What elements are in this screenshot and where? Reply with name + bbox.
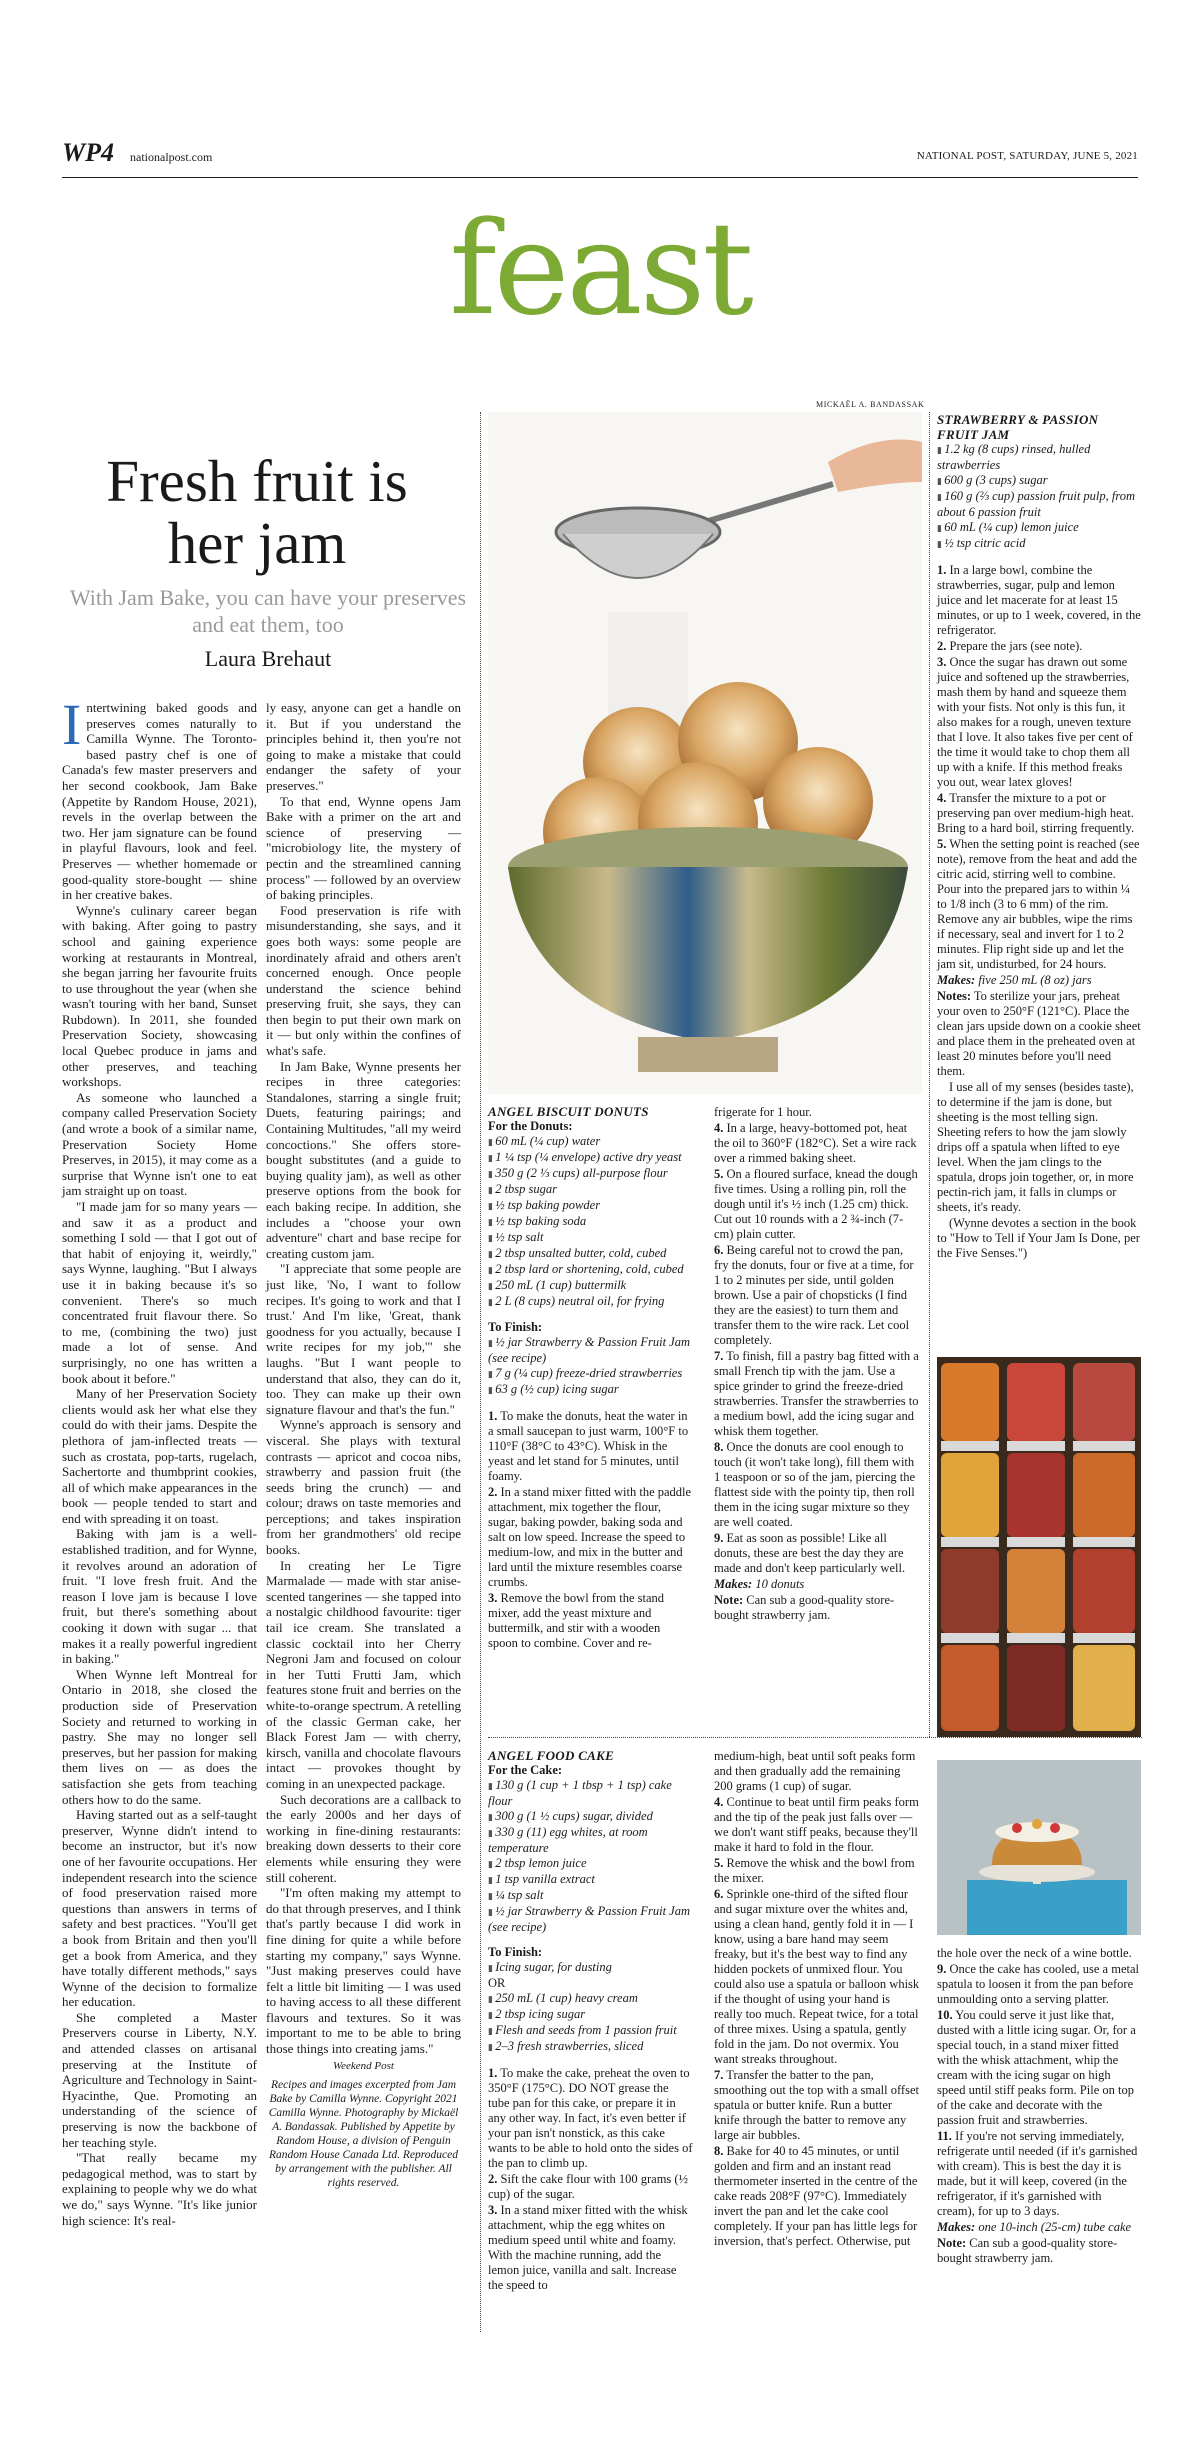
- section-title: feast: [449, 195, 751, 344]
- recipe-step: 11. If you're not serving immediately, refrigerate until needed (if it's garnished with cream). This is best the day it is made, but it will keep, covered (in the refrigerator, if it's garnished with cream), for up to 3 days.: [937, 2129, 1138, 2218]
- recipe-step: 6. Being careful not to crowd the pan, fry the donuts, four or five at a time, for 1 to 2 minutes per side, until golden brown. Use a pair of chopsticks (I find they are the easiest) to turn them and transfer them to the wire rack. Let cool completely.: [714, 1243, 914, 1347]
- recipe-step: 1. In a large bowl, combine the strawberries, sugar, pulp and lemon juice and let macerate for at least 15 minutes, or up to 1 week, covered, in the refrigerator.: [937, 563, 1141, 637]
- recipe-step: 4. Transfer the mixture to a pot or preserving pan over medium-high heat. Bring to a hard boil, stirring frequently.: [937, 791, 1135, 835]
- donut-recipe-col-2: [714, 1104, 920, 1623]
- donut-recipe-title: ANGEL BISCUIT DONUTS: [488, 1104, 649, 1119]
- ingredient-item: ▮ Flesh and seeds from 1 passion fruit: [488, 2023, 693, 2039]
- ingredient-subhead: For the Cake:: [488, 1763, 563, 1777]
- article-paragraph: Many of her Preservation Society clients would ask her what else they could do with their jams. Despite the plethora of jam-inflected treats — such as crostata, pop-tarts, rugelach, Sachertorte and thumbprint cookies, all of which make appearances in the book — people tended to start and end with spreading it on toast.: [62, 1386, 257, 1526]
- ingredient-item: ▮ ¼ tsp salt: [488, 1888, 693, 1904]
- recipe-step: 9. Once the cake has cooled, use a metal spatula to loosen it from the pan before unmoulding onto a serving platter.: [937, 1962, 1139, 2006]
- ingredient-item: ▮ 300 g (1 ½ cups) sugar, divided: [488, 1809, 693, 1825]
- article-paragraph: Baking with jam is a well-established tradition, and for Wynne, it revolves around an adoration of fruit. "I love fresh fruit. And the reason I love jam is because I love fruit, but there's something about cooking it down with sugar ... that makes it a really powerful ingredient in baking.": [62, 1526, 257, 1667]
- page-folio: WP4: [62, 138, 114, 167]
- ingredient-item: ▮ 160 g (⅔ cup) passion fruit pulp, from about 6 passion fruit: [937, 489, 1142, 520]
- cake-recipe-col-3: [937, 1945, 1142, 2266]
- ingredient-item: ▮ 2 tbsp unsalted butter, cold, cubed: [488, 1246, 693, 1262]
- article-paragraph: "I appreciate that some people are just like, 'No, I want to follow recipes. It's going to work and that I trust.' And I'm like, 'Great, thank goodness for you actually, because I write recipes for my job,'" she laughs. "But I want people to understand that also, they can do it, too. They can make up their own signature flavour and that's the fun.": [266, 1261, 461, 1417]
- ingredient-item: ▮ 2 tbsp lemon juice: [488, 1856, 693, 1872]
- recipe-step: 8. Bake for 40 to 45 minutes, or until golden and firm and an instant read thermometer inserted in the centre of the cake reads 208°F (97°C). Immediately invert the pan and let the cake cool completely. If your pan has little legs for inversion, that's perfect. Otherwise, put: [714, 2144, 918, 2248]
- article-paragraph: She completed a Master Preservers course in Liberty, N.Y. and attended classes on artisanal preserving at the Institute of Agriculture and Technology in Saint-Hyacinthe, Que. Promoting an understanding of the science of preserving is now the backbone of her teaching style.: [62, 2009, 257, 2150]
- donut-recipe-col-1: [488, 1104, 693, 1651]
- article-paragraph: Wynne's approach is sensory and visceral. She plays with textural contrasts — apricot and cocoa nibs, strawberry and passion fruit (the seeds bring the crunch) — and colour; draws on taste memories and perceptions; and takes inspiration from her grandmothers' old recipe books.: [266, 1417, 461, 1558]
- recipe-step: 8. Once the donuts are cool enough to touch (it won't take long), fill them with 1 teaspoon or so of the jam, piercing the flattest side with the pointy tip, then roll them in the icing sugar mixture so they are well coated.: [714, 1440, 915, 1529]
- recipe-step: 9. Eat as soon as possible! Like all donuts, these are best the day they are made and don't keep particularly well.: [714, 1531, 906, 1575]
- article-column-2: [266, 700, 461, 2190]
- article-paragraph: As someone who launched a company called Preservation Society (and wrote a book of a similar name, Preservation Society Home Preserves, in 2015), it may come as a surprise that Wynne isn't one to eat jam straight up on toast.: [62, 1089, 257, 1199]
- recipe-note: Note: Can sub a good-quality store-bought strawberry jam.: [937, 2236, 1118, 2265]
- article-paragraph: Wynne's culinary career began with baking. After going to pastry school and gaining experience working at restaurants in Montreal, she began jarring her favourite fruits to use throughout the year (when she wasn't touring with her band, Sunset Rubdown). In 2011, she founded Preservation Society, showcasing local Quebec produce in jams and other preserves, and teaching workshops.: [62, 902, 257, 1090]
- recipe-step: 5. When the setting point is reached (see note), remove from the heat and add the citric acid, stirring well to combine. Pour into the prepared jars to within ¼ to 1/8 inch (3 to 6 mm) of the rim. Remove any air bubbles, wipe the rims if necessary, seal and invert for 1 to 2 minutes. Flip right side up and let the jam sit, undisturbed, for 24 hours.: [937, 837, 1140, 971]
- recipe-step: 4. In a large, heavy-bottomed pot, heat the oil to 360°F (182°C). Set a wire rack over a rimmed baking sheet.: [714, 1121, 917, 1165]
- ingredient-item: ▮ 2 tbsp sugar: [488, 1182, 693, 1198]
- article-byline: Laura Brehaut: [204, 646, 332, 671]
- dropcap: I: [62, 692, 82, 757]
- recipe-step: 10. You could serve it just like that, dusted with a little icing sugar. Or, for a special touch, in a stand mixer fitted with the whisk attachment, whip the cream with the icing sugar on high speed until stiff peaks form. Pile on top of the cake and decorate with the passion fruit and strawberries.: [937, 2008, 1136, 2127]
- ingredient-item: ▮ ½ tsp baking soda: [488, 1214, 693, 1230]
- article-deck: With Jam Bake, you can have your preserves and eat them, too: [69, 585, 467, 637]
- article-paragraph: Having started out as a self-taught preserver, Wynne didn't intend to become an instructor, but it's now one of her favourite occupations. Her independent research into the science of food preservation raised more questions than answers in terms of safety and best practices. "You'll get a book from Britain and then you'll get a book from America, and they have totally different methods," says Wynne of the decision to formalize her education.: [62, 1807, 257, 2010]
- recipe-note: (Wynne devotes a section in the book to "How to Tell if Your Jam Is Done, per the Five Senses."): [937, 1216, 1140, 1260]
- ingredient-subhead: To Finish:: [488, 1945, 543, 1959]
- recipe-step: 2. Prepare the jars (see note).: [937, 639, 1083, 653]
- section-divider: [488, 1737, 1142, 1738]
- ingredient-item: ▮ 330 g (11) egg whites, at room temperature: [488, 1825, 693, 1856]
- ingredient-item: ▮ Icing sugar, for dusting: [488, 1960, 693, 1976]
- recipe-step: 2. In a stand mixer fitted with the paddle attachment, mix together the flour, sugar, baking powder, baking soda and salt on low speed. Increase the speed to medium-low, and mix in the butter and lard until the mixture resembles coarse crumbs.: [488, 1485, 692, 1589]
- ingredient-item: ▮ 250 mL (1 cup) heavy cream: [488, 1991, 693, 2007]
- ingredient-item: ▮ ½ tsp salt: [488, 1230, 693, 1246]
- ingredient-subhead: For the Donuts:: [488, 1119, 573, 1133]
- ingredient-item: ▮ 1 ¼ tsp (¼ envelope) active dry yeast: [488, 1150, 693, 1166]
- cake-illustration: [937, 1760, 1141, 1935]
- donut-bowl-illustration: [488, 412, 922, 1094]
- ingredient-item: ▮ 60 mL (¼ cup) lemon juice: [937, 520, 1142, 536]
- ingredient-subhead: To Finish:: [488, 1320, 543, 1334]
- ingredient-item: ▮ 1 tsp vanilla extract: [488, 1872, 693, 1888]
- ingredient-item: ▮ ½ jar Strawberry & Passion Fruit Jam (see recipe): [488, 1904, 693, 1935]
- recipe-note: I use all of my senses (besides taste), to determine if the jam is done, but sheeting is the most telling sign. Sheeting refers to how the jam slowly drips off a spatula when lifted to eye level. When the jam clings to the spatula, drops join together, or, in more pectin-rich jam, it falls in clumps or sheets, it's ready.: [937, 1080, 1134, 1214]
- dateline: NATIONAL POST, SATURDAY, JUNE 5, 2021: [916, 150, 1138, 162]
- recipe-step: 3. Remove the bowl from the stand mixer, add the yeast mixture and buttermilk, and stir with a wooden spoon to combine. Cover and re-: [488, 1591, 665, 1650]
- ingredient-item: ▮ 2–3 fresh strawberries, sliced: [488, 2039, 693, 2055]
- recipe-note: Notes: To sterilize your jars, preheat your oven to 250°F (121°C). Place the clean jars upside down on a cookie sheet and place them in the preheated oven at least 20 minutes before you'll need them.: [937, 989, 1141, 1078]
- jam-recipe: [937, 412, 1142, 1261]
- ingredient-item: ▮ 1.2 kg (8 cups) rinsed, hulled strawberries: [937, 442, 1142, 473]
- ingredient-item: ▮ 2 tbsp icing sugar: [488, 2007, 693, 2023]
- article-paragraph: When Wynne left Montreal for Ontario in 2018, she closed the production side of Preservation Society and returned to working in pastry. She may no longer sell preserves, but her passion for making them lives on — as does the satisfaction she gets from teaching others how to do the same.: [62, 1666, 257, 1807]
- recipe-step: 6. Sprinkle one-third of the sifted flour and sugar mixture over the whites and, using a clean hand, gently fold it in — I know, using a bare hand may seem freaky, but it's the best way to find any hidden pockets of unmixed flour. You could also use a spatula or balloon whisk if the thought of using your hand is really too much. Repeat twice, for a total of three mixes. Using a spatula, gently fold in the jam. Do not overmix. You want streaks throughout.: [714, 1887, 920, 2066]
- ingredient-item: ▮ ½ jar Strawberry & Passion Fruit Jam (see recipe): [488, 1335, 693, 1366]
- article-paragraph: ly easy, anyone can get a handle on it. But if you understand the principles behind it, then you're not going to make a mistake that could endanger the safety of your preserves.": [266, 700, 461, 793]
- donut-bowl-photo: [488, 412, 922, 1094]
- article-paragraph: ntertwining baked goods and preserves comes naturally to Camilla Wynne. The Toronto-based pastry chef is one of Canada's few master preservers and her second cookbook, Jam Bake (Appetite by Random House, 2021), revels in the overlap between the two. Her jam signature can be found in playful flavours, look and feel. Preserves — whether homemade or good-quality store-bought — shine in her creative bakes.: [62, 700, 257, 903]
- ingredient-item: ▮ 130 g (1 cup + 1 tbsp + 1 tsp) cake flour: [488, 1778, 693, 1809]
- ingredient-or: OR: [488, 1976, 506, 1990]
- column-divider: [480, 412, 481, 2332]
- article-paragraph: To that end, Wynne opens Jam Bake with a primer on the art and science of preserving — "microbiology lite, the mystery of pectin and the streamlined canning process" — followed by an overview of baking principles.: [266, 793, 461, 903]
- recipe-step: 1. To make the cake, preheat the oven to 350°F (175°C). DO NOT grease the tube pan for this cake, or prepare it in any other way. In fact, it's even better if your pan isn't nonstick, as this cake wants to be able to hold onto the sides of the pan to climb up.: [488, 2066, 693, 2170]
- cake-recipe-col-2: [714, 1748, 920, 2249]
- recipe-step-continued: the hole over the neck of a wine bottle.: [937, 1946, 1132, 1960]
- article-paragraph: In creating her Le Tigre Marmalade — made with star anise-scented tangerines — she tapped into a nostalgic childhood favourite: tiger tail ice cream. She translated a classic cocktail into her Cherry Negroni Jam and focused on colour in her Tutti Frutti Jam, which features stone fruit and berries on the white-to-orange spectrum. A retelling of the classic German cake, her Black Forest Jam — with cherry, kirsch, vanilla and chocolate flavours intact — provokes thought by coming in an unexpected package.: [266, 1557, 461, 1791]
- ingredient-item: ▮ 7 g (¼ cup) freeze-dried strawberries: [488, 1366, 693, 1382]
- article-paragraph: "I'm often making my attempt to do that through preserves, and I think that's partly because I did work in fine dining for quite a while before starting my company," says Wynne. "Just making preserves could have felt a little bit limiting — I was used to having access to all these different flavours and textures. So it was important to me to be able to bring those things into creating jams.": [266, 1885, 461, 2057]
- article-signoff: Weekend Post: [333, 2059, 394, 2072]
- jam-jars-illustration: [937, 1357, 1141, 1737]
- article-paragraph: "I made jam for so many years — and saw it as a product and something I sold — that I got out of that habit of enjoying it, weirdly," says Wynne, laughing. "But I always use it in baking because it's so convenient. There's so much concentrated fruit flavour there. So to me, (combining the two) just made a lot of sense. And surprisingly, no one has written a book about it before.": [62, 1199, 257, 1386]
- recipe-yield: Makes: 10 donuts: [714, 1577, 805, 1591]
- ingredient-item: ▮ 60 mL (¼ cup) water: [488, 1134, 693, 1150]
- column-divider: [929, 412, 930, 1737]
- ingredient-item: ▮ 250 mL (1 cup) buttermilk: [488, 1278, 693, 1294]
- ingredient-item: ▮ 600 g (3 cups) sugar: [937, 473, 1142, 489]
- recipe-step-continued: frigerate for 1 hour.: [714, 1105, 812, 1119]
- cake-recipe-col-1: [488, 1748, 693, 2293]
- recipe-note: Note: Can sub a good-quality store-bought strawberry jam.: [714, 1593, 895, 1622]
- recipe-credit-note: Recipes and images excerpted from Jam Bake by Camilla Wynne. Copyright 2021 Camilla Wynne. Photography by Mickaël A. Bandassak. Published by Appetite by Random House, a division of Penguin Random House Canada Ltd. Reproduced by arrangement with the publisher. All rights reserved.: [268, 2079, 459, 2190]
- angel-food-cake-photo: [937, 1760, 1141, 1935]
- page-header: [62, 138, 1138, 178]
- recipe-step: 5. On a floured surface, knead the dough five times. Using a rolling pin, roll the dough until it's ½ inch (1.25 cm) thick. Cut out 10 rounds with a 2 ¾-inch (7-cm) plain cutter.: [714, 1167, 918, 1241]
- recipe-step: 4. Continue to beat until firm peaks form and the tip of the peak just falls over — we don't want stiff peaks, because they'll make it hard to fold in the flour.: [714, 1795, 919, 1854]
- recipe-yield: Makes: five 250 mL (8 oz) jars: [937, 973, 1092, 987]
- cake-recipe-title: ANGEL FOOD CAKE: [488, 1748, 615, 1763]
- ingredient-item: ▮ 2 tbsp lard or shortening, cold, cubed: [488, 1262, 693, 1278]
- ingredient-item: ▮ ½ tsp baking powder: [488, 1198, 693, 1214]
- article-headline: Fresh fruit is her jam: [106, 448, 408, 576]
- recipe-step: 2. Sift the cake flour with 100 grams (½ cup) of the sugar.: [488, 2172, 688, 2201]
- recipe-step-continued: medium-high, beat until soft peaks form and then gradually add the remaining 200 grams (1 cup) of sugar.: [714, 1749, 916, 1793]
- article-paragraph: "That really became my pedagogical method, was to start by explaining to people why we do what we do," says Wynne. "It's like junior high science: It's real-: [62, 2150, 257, 2228]
- ingredient-item: ▮ 63 g (½ cup) icing sugar: [488, 1382, 693, 1398]
- ingredient-item: ▮ 350 g (2 ⅓ cups) all-purpose flour: [488, 1166, 693, 1182]
- article-paragraph: Food preservation is rife with misunderstanding, she says, and it goes both ways: some people are inordinately afraid and others aren't concerned enough. Once people understand the science behind preserving fruit, she says, they can then begin to put their own mark on it — but only within the confines of what's safe.: [266, 902, 461, 1059]
- site-url: nationalpost.com: [130, 150, 213, 164]
- recipe-step: 3. Once the sugar has drawn out some juice and softened up the strawberries, mash them by hand and squeeze them with your fists. Not only is this fun, it also makes for a rough, uneven texture that I love. It also takes five per cent of the time it would take to chop them all up with a knife. If this method freaks you out, wear latex gloves!: [937, 655, 1133, 789]
- article-paragraph: In Jam Bake, Wynne presents her recipes in three categories: Standalones, starring a single fruit; Duets, featuring pairings; and Containing Multitudes, "all my weird concoctions." She offers store-bought substitutes (and a guide to buying quality jam), as well as other preserve options from the book for each baking recipe. In addition, she includes a "choose your own adventure" chart and base recipe for creating custom jam.: [266, 1058, 461, 1261]
- article-column-1: [62, 692, 257, 2228]
- article-paragraph: Such decorations are a callback to the early 2000s and her days of working in fine-dining restaurants: breaking down desserts to their core elements while ensuring they were still coherent.: [266, 1791, 461, 1885]
- ingredient-item: ▮ ½ tsp citric acid: [937, 536, 1142, 552]
- recipe-step: 1. To make the donuts, heat the water in a small saucepan to just warm, 100°F to 110°F (38°C to 43°C). Whisk in the yeast and let stand for 5 minutes, until foamy.: [488, 1409, 689, 1483]
- recipe-step: 7. Transfer the batter to the pan, smoothing out the top with a small offset spatula or butter knife. Run a butter knife through the batter to remove any large air bubbles.: [714, 2068, 919, 2142]
- recipe-yield: Makes: one 10-inch (25-cm) tube cake: [937, 2220, 1132, 2234]
- jam-jars-photo: [937, 1357, 1141, 1737]
- ingredient-item: ▮ 2 L (8 cups) neutral oil, for frying: [488, 1294, 693, 1310]
- photo-credit: MICKAËL A. BANDASSAK: [816, 400, 925, 409]
- recipe-step: 5. Remove the whisk and the bowl from the mixer.: [714, 1856, 915, 1885]
- jam-recipe-title: STRAWBERRY & PASSION FRUIT JAM: [937, 412, 1099, 442]
- recipe-step: 7. To finish, fill a pastry bag fitted with a small French tip with the jam. Use a spice grinder to grind the freeze-dried strawberries. Transfer the strawberries to a medium bowl, add the icing sugar and whisk them together.: [714, 1349, 919, 1438]
- recipe-step: 3. In a stand mixer fitted with the whisk attachment, whip the egg whites on medium speed until white and foamy. With the machine running, add the lemon juice, vanilla and salt. Increase the speed to: [488, 2203, 688, 2292]
